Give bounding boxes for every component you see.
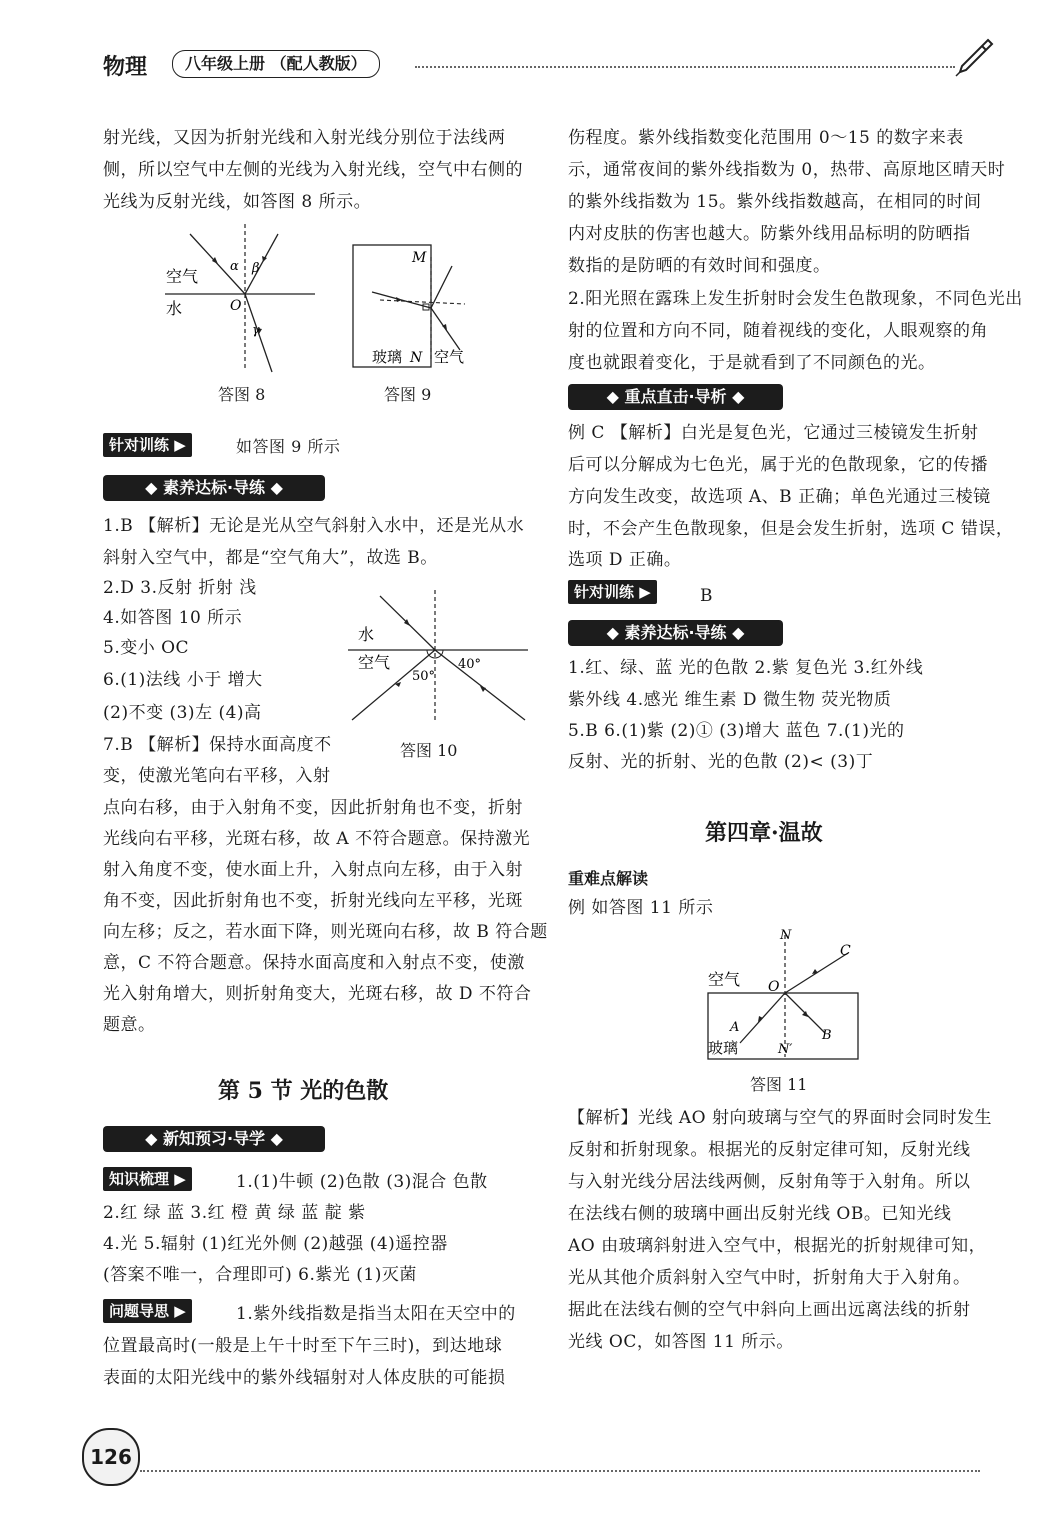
grade-label	[172, 50, 380, 78]
answer-line: 6.(1)法线 小于 增大	[103, 670, 263, 690]
gamma-label: γ	[252, 323, 260, 338]
answer-line: 2.D 3.反射 折射 浅	[103, 578, 257, 598]
paragraph-line: 意，C 不符合题意。保持水面高度和入射点不变，使激	[103, 953, 525, 973]
example-line: 例 C 【解析】白光是复色光，它通过三棱镜发生折射	[568, 423, 979, 443]
training-answer: 如答图 9 所示	[236, 437, 341, 456]
paragraph-line: 射入角度不变，使水面上升，入射点向左移，由于入射	[103, 860, 523, 880]
answer-line: 斜射入空气中，都是“空气角大”，故选 B。	[103, 548, 438, 568]
paragraph-line: 伤程度。紫外线指数变化范围用 0～15 的数字来表	[568, 128, 964, 148]
paragraph-line: 射的位置和方向不同，随着视线的变化，人眼观察的角	[568, 321, 988, 341]
answer-line: 7.B 【解析】保持水面高度不	[103, 735, 332, 755]
answer-line: 1.红、绿、蓝 光的色散 2.紫 复色光 3.红外线	[568, 658, 924, 678]
training-answer: B	[700, 586, 713, 606]
paragraph-line: 度也就跟着变化，于是就看到了不同颜色的光。	[568, 353, 936, 373]
answer-line: 5.变小 OC	[103, 638, 190, 658]
section-banner: ◆ 重点直击·导析 ◆	[568, 384, 783, 410]
o-label: O	[230, 298, 242, 314]
c-label: C	[840, 943, 851, 959]
training-tag: 针对训练 ▶	[568, 580, 657, 604]
edition-text: （配人教版）	[270, 54, 367, 73]
b-label: B	[822, 1028, 832, 1043]
figure-11-diagram	[700, 925, 865, 1065]
answer-line: 紫外线 4.感光 维生素 D 微生物 荧光物质	[568, 690, 892, 710]
question-tag: 问题导思 ▶	[103, 1299, 192, 1323]
water-label: 水	[166, 299, 183, 318]
answer-line: (2)不变 (3)左 (4)高	[103, 703, 262, 723]
analysis-line: AO 由玻璃斜射进入空气中，根据光的折射规律可知，	[568, 1236, 987, 1256]
glass-label: 玻璃	[372, 348, 403, 366]
angle-50-label: 50°	[412, 669, 436, 684]
figure-11-caption: 答图 11	[750, 1075, 808, 1094]
figure-8-diagram	[160, 222, 325, 374]
figure-8-caption: 答图 8	[218, 385, 266, 404]
analysis-line: 反射和折射现象。根据光的反射定律可知，反射光线	[568, 1140, 971, 1160]
section-title: 第 5 节 光的色散	[218, 1078, 389, 1104]
analysis-line: 据此在法线右侧的空气中斜向上画出远离法线的折射	[568, 1300, 971, 1320]
paragraph-line: 的紫外线指数为 15。紫外线指数越高，在相同的时间	[568, 192, 982, 212]
paragraph-line: 2.阳光照在露珠上发生折射时会发生色散现象，不同色光出	[568, 289, 1023, 309]
grade-text: 八年级上册	[185, 54, 266, 73]
answer-line: 4.如答图 10 所示	[103, 608, 243, 628]
figure-9-caption: 答图 9	[384, 385, 432, 404]
paragraph-line: 侧，所以空气中左侧的光线为入射光线，空气中右侧的	[103, 160, 523, 180]
figure-10-caption: 答图 10	[400, 741, 458, 760]
example-line: 后可以分解成为七色光，属于光的色散现象，它的传播	[568, 455, 988, 475]
page-number: 126	[82, 1428, 140, 1486]
paragraph-line: 向左移；反之，若水面下降，则光斑向右移，故 B 符合题	[103, 922, 548, 942]
paragraph-line: 角不变，因此折射角也不变，折射光线向左平移，光斑	[103, 891, 523, 911]
paragraph-line: 光线向右平移，光斑右移，故 A 不符合题意。保持激光	[103, 829, 531, 849]
figure-10-diagram	[340, 588, 530, 723]
o-label: O	[768, 979, 780, 995]
example-line: 例 如答图 11 所示	[568, 898, 714, 918]
water-label: 水	[358, 625, 375, 644]
question-line: 1.紫外线指数是指当太阳在天空中的	[236, 1304, 516, 1324]
example-line: 时，不会产生色散现象，但是会发生折射，选项 C 错误，	[568, 519, 1014, 539]
m-label: M	[412, 250, 427, 266]
example-line: 方向发生改变，故选项 A、B 正确；单色光通过三棱镜	[568, 487, 991, 507]
analysis-line: 在法线右侧的玻璃中画出反射光线 OB。已知光线	[568, 1204, 952, 1224]
analysis-line: 与入射光线分居法线两侧，反射角等于入射角。所以	[568, 1172, 971, 1192]
analysis-line: 【解析】光线 AO 射向玻璃与空气的界面时会同时发生	[568, 1108, 993, 1128]
section-banner: ◆ 素养达标·导练 ◆	[103, 475, 325, 501]
training-tag: 针对训练 ▶	[103, 433, 192, 457]
section-banner: ◆ 素养达标·导练 ◆	[568, 620, 783, 646]
chapter-title: 第四章·温故	[705, 820, 823, 846]
paragraph-line: 题意。	[103, 1015, 156, 1035]
section-banner: ◆ 新知预习·导学 ◆	[103, 1126, 325, 1152]
footer-dotted-rule	[140, 1470, 980, 1472]
question-line: 位置最高时(一般是上午十时至下午三时)，到达地球	[103, 1336, 503, 1356]
pen-icon	[952, 36, 994, 78]
a-label: A	[730, 1020, 740, 1035]
answer-line: 反射、光的折射、光的色散 (2)< (3)丁	[568, 752, 874, 772]
paragraph-line: 光入射角增大，则折射角变大，光斑右移，故 D 不符合	[103, 984, 532, 1004]
knowledge-tag: 知识梳理 ▶	[103, 1167, 192, 1191]
paragraph-line: 示，通常夜间的紫外线指数为 0，热带、高原地区晴天时	[568, 160, 1006, 180]
question-line: 表面的太阳光线中的紫外线辐射对人体皮肤的可能损	[103, 1368, 506, 1388]
paragraph-line: 内对皮肤的伤害也越大。防紫外线用品标明的防晒指	[568, 224, 971, 244]
paragraph-line: 射光线，又因为折射光线和入射光线分别位于法线两	[103, 128, 506, 148]
air-label: 空气	[358, 653, 391, 672]
subheading: 重难点解读	[568, 869, 649, 888]
knowledge-line: (答案不唯一，合理即可) 6.紫光 (1)灭菌	[103, 1265, 417, 1285]
answer-line: 变，使激光笔向右平移，入射	[103, 766, 331, 786]
answer-line: 5.B 6.(1)紫 (2)① (3)增大 蓝色 7.(1)光的	[568, 721, 905, 741]
angle-40-label: 40°	[458, 657, 482, 672]
n-prime-label: N′	[778, 1042, 793, 1057]
subject-title: 物理	[103, 55, 148, 80]
paragraph-line: 点向右移，由于入射角不变，因此折射角也不变，折射	[103, 798, 523, 818]
paragraph-line: 数指的是防晒的有效时间和强度。	[568, 256, 831, 276]
glass-label: 玻璃	[708, 1039, 739, 1057]
air-label: 空气	[166, 267, 199, 286]
analysis-line: 光线 OC，如答图 11 所示。	[568, 1332, 794, 1352]
n-label: N	[410, 350, 423, 366]
knowledge-line: 4.光 5.辐射 (1)红光外侧 (2)越强 (4)遥控器	[103, 1234, 448, 1254]
analysis-line: 光从其他介质斜射入空气中时，折射角大于入射角。	[568, 1268, 971, 1288]
knowledge-line: 1.(1)牛顿 (2)色散 (3)混合 色散	[236, 1172, 488, 1192]
answer-line: 1.B 【解析】无论是光从空气斜射入水中，还是光从水	[103, 516, 525, 536]
n-label: N	[780, 928, 792, 943]
knowledge-line: 2.红 绿 蓝 3.红 橙 黄 绿 蓝 靛 紫	[103, 1203, 366, 1223]
header-dotted-rule	[415, 66, 955, 68]
air-label: 空气	[708, 970, 741, 989]
paragraph-line: 光线为反射光线，如答图 8 所示。	[103, 192, 372, 212]
example-line: 选项 D 正确。	[568, 550, 682, 570]
beta-label: β	[252, 261, 260, 276]
alpha-label: α	[230, 259, 239, 274]
figure-9-diagram	[350, 242, 470, 372]
air-label: 空气	[434, 348, 465, 366]
